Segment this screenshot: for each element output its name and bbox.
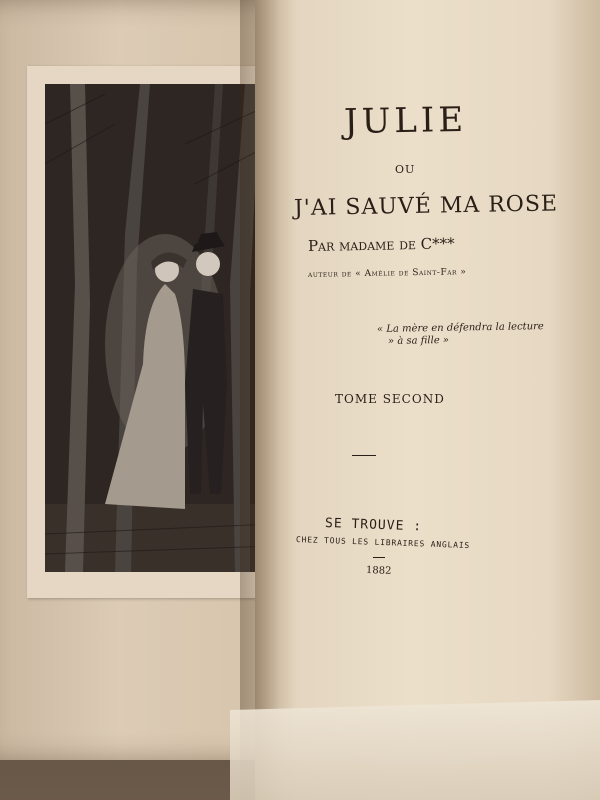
epigraph-line-1: « La mère en défendra la lecture bbox=[376, 321, 544, 335]
epigraph-line-2: » à sa fille » bbox=[387, 334, 450, 347]
publication-year: 1882 bbox=[365, 565, 392, 577]
author-line: Par madame de C*** bbox=[307, 234, 455, 255]
divider-rule bbox=[352, 455, 376, 456]
title: JULIE bbox=[343, 99, 468, 142]
subtitle: J'AI SAUVÉ MA ROSE bbox=[293, 191, 559, 221]
volume-label: TOME SECOND bbox=[335, 392, 445, 406]
page-fold-shadow bbox=[240, 0, 280, 800]
imprint-line-1: SE TROUVE : bbox=[324, 516, 423, 535]
etching-illustration-icon bbox=[45, 84, 271, 572]
etching-svg bbox=[45, 84, 271, 572]
divider-rule-small bbox=[373, 557, 385, 558]
author-note: auteur de « Amélie de Saint-Far » bbox=[307, 267, 467, 280]
page-edges bbox=[230, 700, 600, 800]
imprint-line-2: CHEZ TOUS LES LIBRAIRES ANGLAIS bbox=[295, 535, 471, 551]
title-connector: OU bbox=[395, 163, 416, 176]
